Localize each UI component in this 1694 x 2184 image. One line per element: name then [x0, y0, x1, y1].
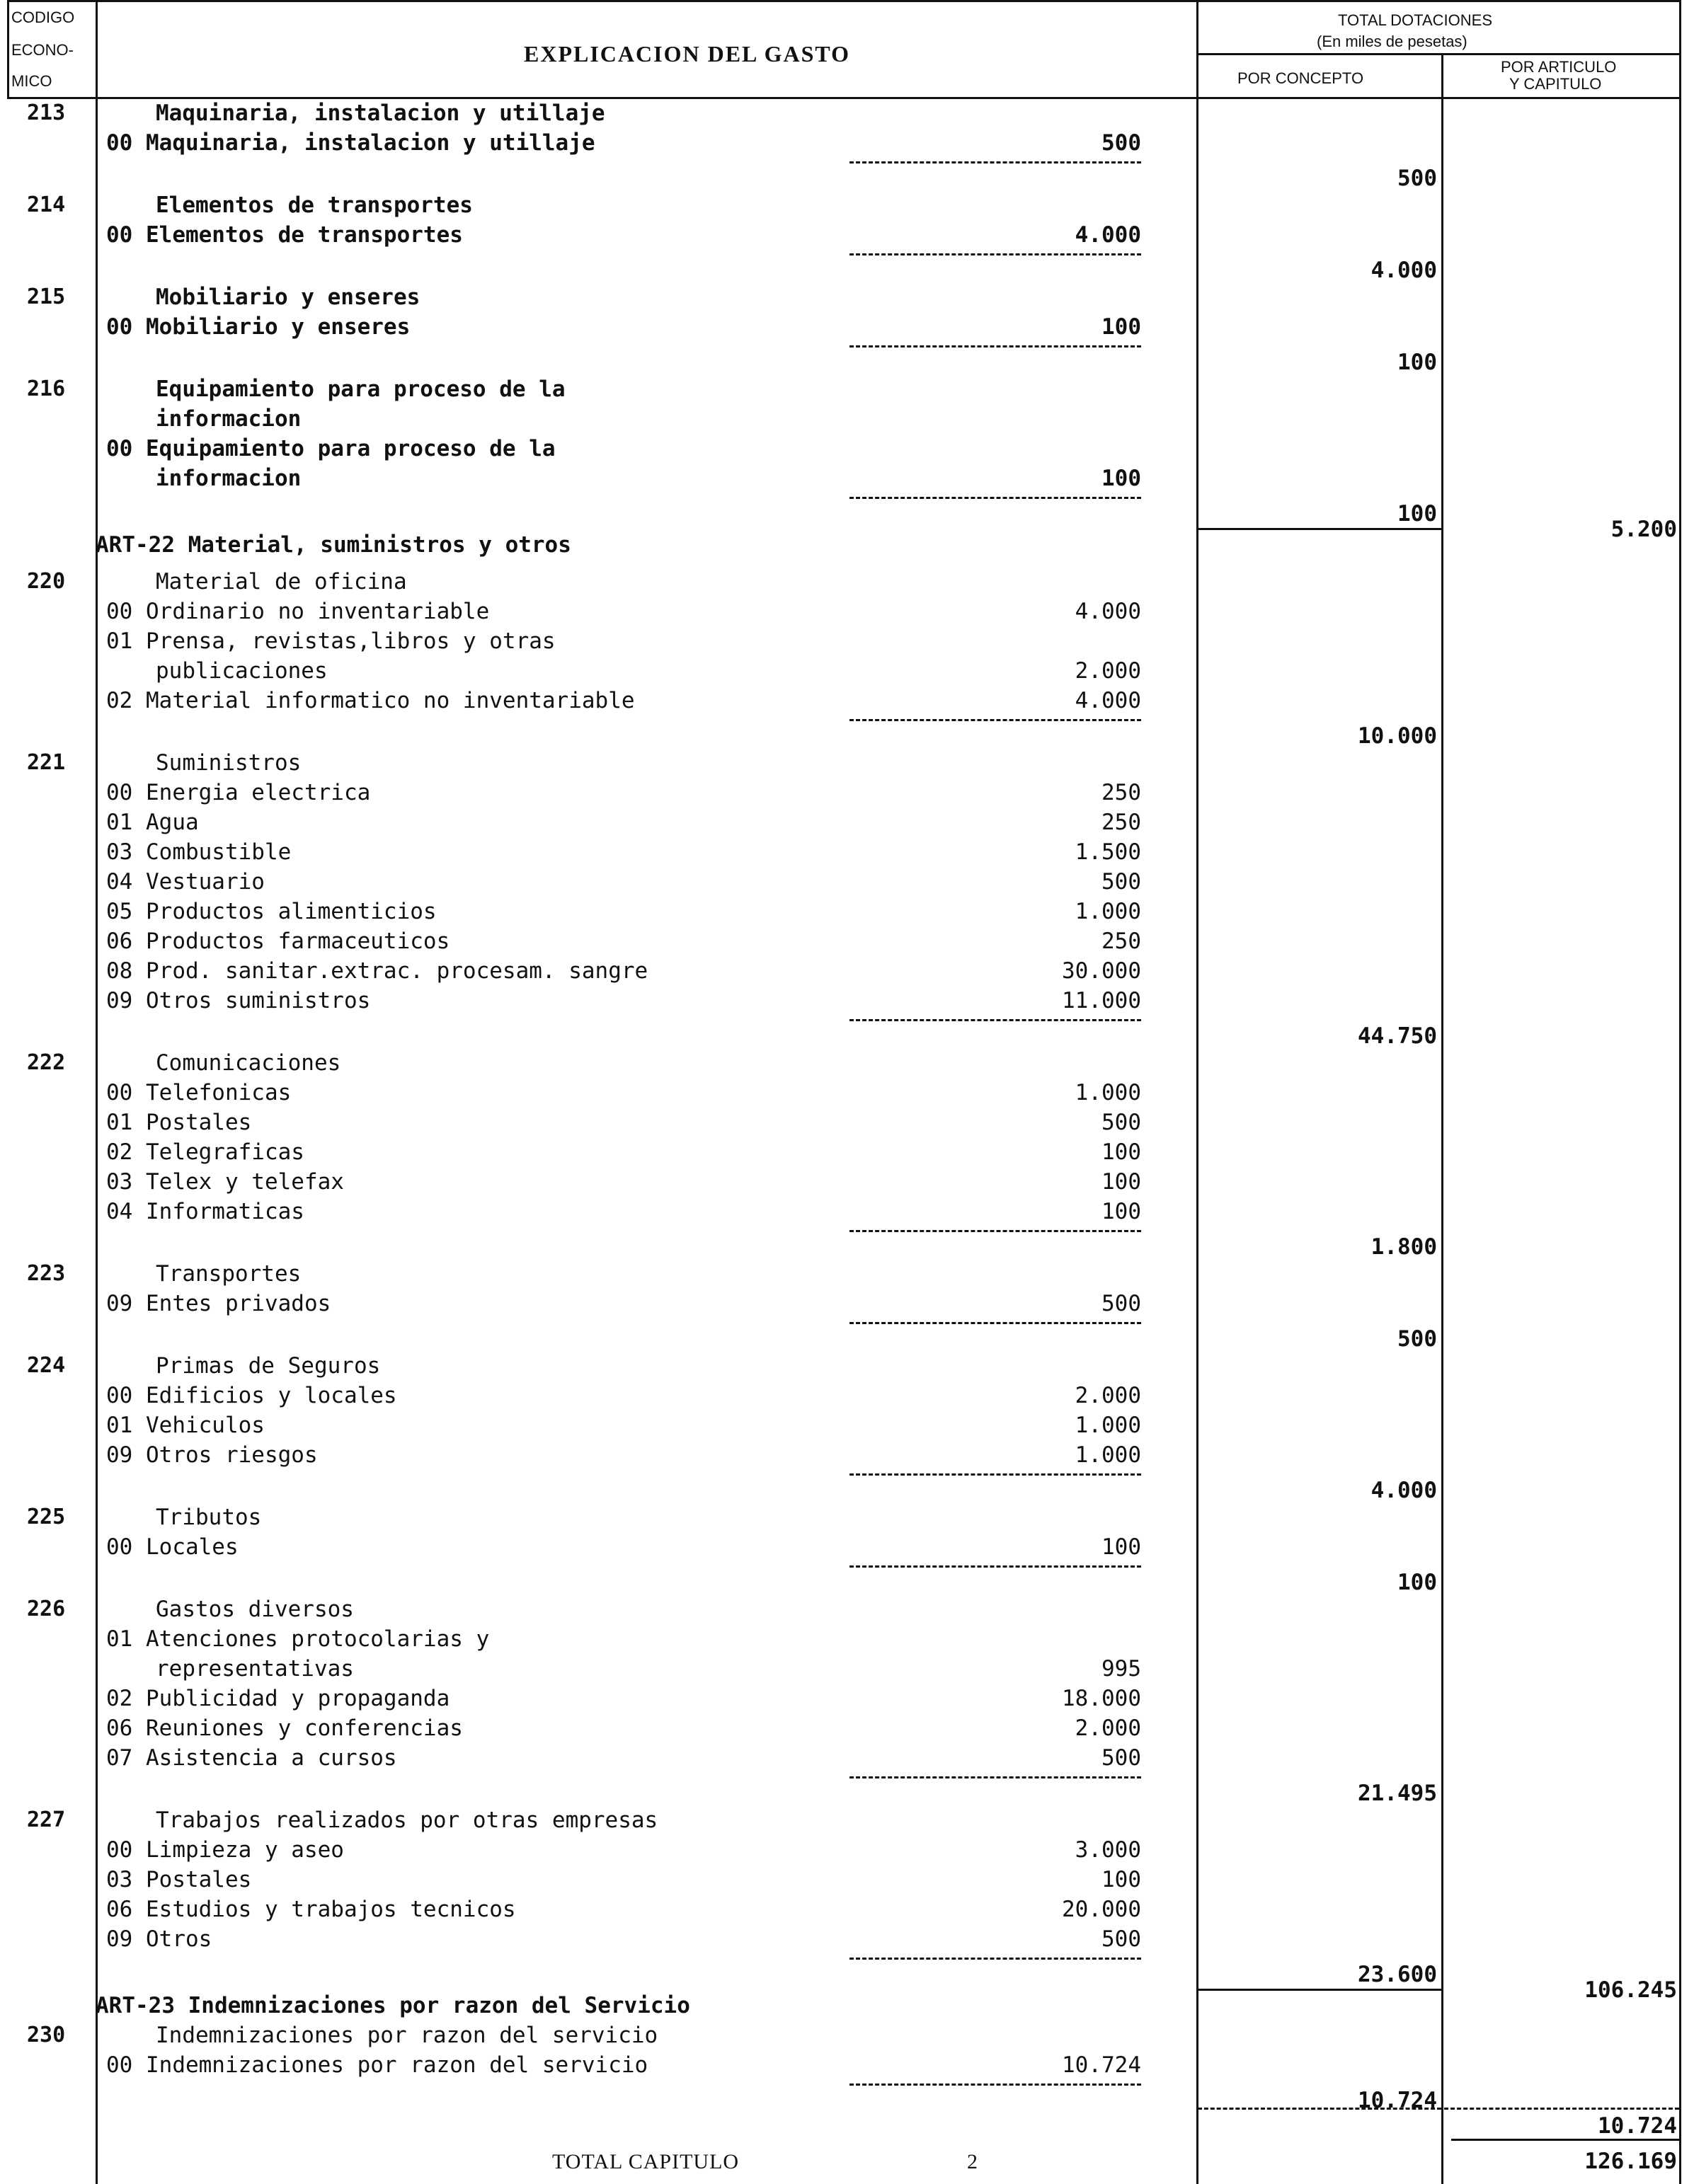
totals-subtitle: (En miles de pesetas): [1317, 33, 1467, 50]
expense-item-text: 00 Locales: [106, 1534, 239, 1560]
expense-item-text: 00 Equipamiento para proceso de la: [106, 436, 556, 461]
item-amount: 30.000: [1062, 958, 1141, 984]
item-amount: 1.000: [1075, 899, 1141, 924]
economic-code: 224: [27, 1353, 66, 1378]
totals-title: TOTAL DOTACIONES: [1338, 11, 1492, 29]
item-amount: 20.000: [1062, 1897, 1141, 1922]
expense-item-text: Material de oficina: [156, 569, 407, 594]
expense-item-text: 00 Indemnizaciones por razon del servicio: [106, 2052, 648, 2078]
code-column-header-2: ECONO-: [11, 41, 74, 59]
item-amount: 3.000: [1075, 1837, 1141, 1863]
expense-item-text: Tributos: [156, 1505, 262, 1530]
total-rule: [1451, 2139, 1679, 2141]
item-amount: 4.000: [1075, 599, 1141, 624]
article-heading: ART-23 Indemnizaciones por razon del Servicio: [96, 1993, 690, 2018]
item-amount: 1.500: [1075, 839, 1141, 865]
subtotal-rule: [849, 345, 1141, 347]
economic-code: 227: [27, 1807, 66, 1832]
expense-item-text: 08 Prod. sanitar.extrac. procesam. sangre: [106, 958, 648, 984]
expense-item-text: 00 Energia electrica: [106, 780, 371, 805]
subtotal-rule: [849, 1776, 1141, 1778]
total-capitulo-label: TOTAL CAPITULO: [552, 2150, 740, 2173]
item-amount: 100: [1101, 314, 1141, 340]
col-header-por-articulo-1: POR ARTICULO: [1501, 58, 1617, 76]
expense-item-text: Maquinaria, instalacion y utillaje: [156, 100, 605, 126]
expense-item-text: Indemnizaciones por razon del servicio: [156, 2023, 658, 2048]
economic-code: 225: [27, 1505, 66, 1529]
header-top-rule: [7, 0, 1681, 2]
item-amount: 10.724: [1062, 2052, 1141, 2078]
expense-item-text: 00 Maquinaria, instalacion y utillaje: [106, 130, 595, 156]
expense-item-text: 04 Vestuario: [106, 869, 265, 895]
expense-item-text: Transportes: [156, 1261, 302, 1287]
item-amount: 1.000: [1075, 1442, 1141, 1468]
expense-item-text: 03 Postales: [106, 1867, 252, 1892]
economic-code: 223: [27, 1261, 66, 1286]
item-amount: 100: [1101, 1139, 1141, 1165]
item-amount: 1.000: [1075, 1080, 1141, 1105]
subtotal-rule: [849, 1958, 1141, 1960]
concepto-subtotal: 1.800: [1370, 1234, 1437, 1260]
item-amount: 100: [1101, 466, 1141, 491]
page-title: EXPLICACION DEL GASTO: [524, 41, 851, 67]
item-amount: 500: [1101, 1110, 1141, 1135]
totals-sub-rule: [1196, 53, 1681, 55]
expense-item-text: 00 Limpieza y aseo: [106, 1837, 344, 1863]
expense-item-text: 02 Material informatico no inventariable: [106, 688, 635, 713]
expense-item-text: 09 Otros suministros: [106, 988, 371, 1013]
expense-item-text: informacion: [156, 406, 302, 432]
expense-item-text: 04 Informaticas: [106, 1199, 304, 1224]
code-column-header-1: CODIGO: [11, 8, 75, 26]
concepto-subtotal: 23.600: [1358, 1962, 1437, 1987]
expense-item-text: 06 Estudios y trabajos tecnicos: [106, 1897, 516, 1922]
subtotal-rule: [849, 253, 1141, 255]
article-total: 106.245: [1584, 1977, 1677, 2003]
item-amount: 995: [1101, 1656, 1141, 1682]
expense-item-text: Primas de Seguros: [156, 1353, 381, 1379]
concepto-subtotal: 100: [1397, 1570, 1437, 1595]
expense-item-text: 01 Prensa, revistas,libros y otras: [106, 628, 556, 654]
expense-item-text: 01 Agua: [106, 810, 199, 835]
article-rule-articulo: [1444, 2108, 1679, 2110]
expense-item-text: representativas: [156, 1656, 354, 1682]
expense-item-text: Suministros: [156, 750, 302, 776]
right-border: [1679, 0, 1681, 2184]
concepto-subtotal: 4.000: [1370, 258, 1437, 283]
item-amount: 100: [1101, 1199, 1141, 1224]
total-capitulo-number: 2: [967, 2150, 978, 2173]
subtotal-rule: [849, 1565, 1141, 1568]
expense-item-text: Elementos de transportes: [156, 192, 473, 218]
item-amount: 500: [1101, 1926, 1141, 1952]
expense-item-text: Trabajos realizados por otras empresas: [156, 1807, 658, 1833]
concepto-subtotal: 10.000: [1358, 723, 1437, 749]
item-amount: 250: [1101, 810, 1141, 835]
economic-code: 226: [27, 1597, 66, 1621]
expense-item-text: 01 Vehiculos: [106, 1413, 265, 1438]
article-heading: ART-22 Material, suministros y otros: [96, 532, 571, 558]
subtotal-rule: [849, 1230, 1141, 1232]
expense-item-text: 02 Publicidad y propaganda: [106, 1686, 450, 1711]
article-total: 10.724: [1598, 2113, 1677, 2139]
expense-item-text: Comunicaciones: [156, 1050, 341, 1076]
economic-code: 214: [27, 192, 66, 217]
total-capitulo-amount: 126.169: [1584, 2149, 1677, 2174]
col-divider-articulo: [1441, 53, 1443, 2184]
item-amount: 500: [1101, 869, 1141, 895]
subtotal-rule: [849, 1473, 1141, 1476]
item-amount: 250: [1101, 780, 1141, 805]
economic-code: 213: [27, 100, 66, 125]
subtotal-rule: [849, 161, 1141, 163]
col-divider-code: [96, 0, 98, 2184]
expense-item-text: publicaciones: [156, 658, 328, 684]
subtotal-rule: [849, 497, 1141, 499]
item-amount: 100: [1101, 1169, 1141, 1195]
expense-item-text: 03 Telex y telefax: [106, 1169, 344, 1195]
expense-item-text: 09 Otros riesgos: [106, 1442, 318, 1468]
expense-item-text: informacion: [156, 466, 302, 491]
article-total: 5.200: [1610, 517, 1677, 542]
expense-item-text: Equipamiento para proceso de la: [156, 377, 566, 402]
item-amount: 250: [1101, 929, 1141, 954]
col-header-por-concepto: POR CONCEPTO: [1237, 69, 1364, 87]
col-divider-concepto: [1196, 0, 1198, 2184]
expense-item-text: 00 Ordinario no inventariable: [106, 599, 490, 624]
expense-item-text: 02 Telegraficas: [106, 1139, 304, 1165]
concepto-subtotal: 100: [1397, 350, 1437, 375]
item-amount: 2.000: [1075, 1715, 1141, 1741]
expense-item-text: 01 Atenciones protocolarias y: [106, 1626, 490, 1652]
article-rule-concepto: [1196, 528, 1443, 530]
item-amount: 18.000: [1062, 1686, 1141, 1711]
item-amount: 500: [1101, 1745, 1141, 1771]
item-amount: 2.000: [1075, 1383, 1141, 1408]
expense-item-text: 00 Mobiliario y enseres: [106, 314, 411, 340]
expense-item-text: Gastos diversos: [156, 1597, 354, 1622]
concepto-subtotal: 500: [1397, 166, 1437, 191]
concepto-subtotal: 4.000: [1370, 1478, 1437, 1503]
expense-item-text: 06 Productos farmaceuticos: [106, 929, 450, 954]
header-bottom-rule: [7, 97, 1681, 99]
subtotal-rule: [849, 1019, 1141, 1021]
article-rule-concepto: [1196, 1989, 1443, 1991]
concepto-subtotal: 44.750: [1358, 1023, 1437, 1049]
item-amount: 100: [1101, 1534, 1141, 1560]
article-rule-concepto: [1198, 2108, 1441, 2110]
expense-item-text: 00 Telefonicas: [106, 1080, 292, 1105]
expense-item-text: 07 Asistencia a cursos: [106, 1745, 397, 1771]
expense-item-text: 09 Otros: [106, 1926, 212, 1952]
item-amount: 500: [1101, 1291, 1141, 1316]
expense-item-text: Mobiliario y enseres: [156, 285, 420, 310]
concepto-subtotal: 100: [1397, 501, 1437, 527]
concepto-subtotal: 10.724: [1358, 2088, 1437, 2113]
item-amount: 11.000: [1062, 988, 1141, 1013]
left-border: [7, 0, 9, 99]
item-amount: 1.000: [1075, 1413, 1141, 1438]
expense-item-text: 06 Reuniones y conferencias: [106, 1715, 463, 1741]
economic-code: 215: [27, 285, 66, 309]
subtotal-rule: [849, 2084, 1141, 2086]
economic-code: 222: [27, 1050, 66, 1075]
expense-item-text: 00 Elementos de transportes: [106, 222, 463, 248]
subtotal-rule: [849, 1322, 1141, 1324]
item-amount: 100: [1101, 1867, 1141, 1892]
economic-code: 230: [27, 2023, 66, 2047]
expense-item-text: 05 Productos alimenticios: [106, 899, 437, 924]
subtotal-rule: [849, 719, 1141, 721]
item-amount: 4.000: [1075, 222, 1141, 248]
concepto-subtotal: 21.495: [1358, 1781, 1437, 1806]
economic-code: 220: [27, 569, 66, 594]
item-amount: 2.000: [1075, 658, 1141, 684]
expense-item-text: 03 Combustible: [106, 839, 292, 865]
expense-item-text: 09 Entes privados: [106, 1291, 331, 1316]
expense-item-text: 01 Postales: [106, 1110, 252, 1135]
item-amount: 500: [1101, 130, 1141, 156]
economic-code: 221: [27, 750, 66, 775]
economic-code: 216: [27, 377, 66, 401]
expense-item-text: 00 Edificios y locales: [106, 1383, 397, 1408]
item-amount: 4.000: [1075, 688, 1141, 713]
col-header-por-articulo-2: Y CAPITULO: [1509, 75, 1602, 93]
code-column-header-3: MICO: [11, 72, 52, 90]
concepto-subtotal: 500: [1397, 1326, 1437, 1352]
